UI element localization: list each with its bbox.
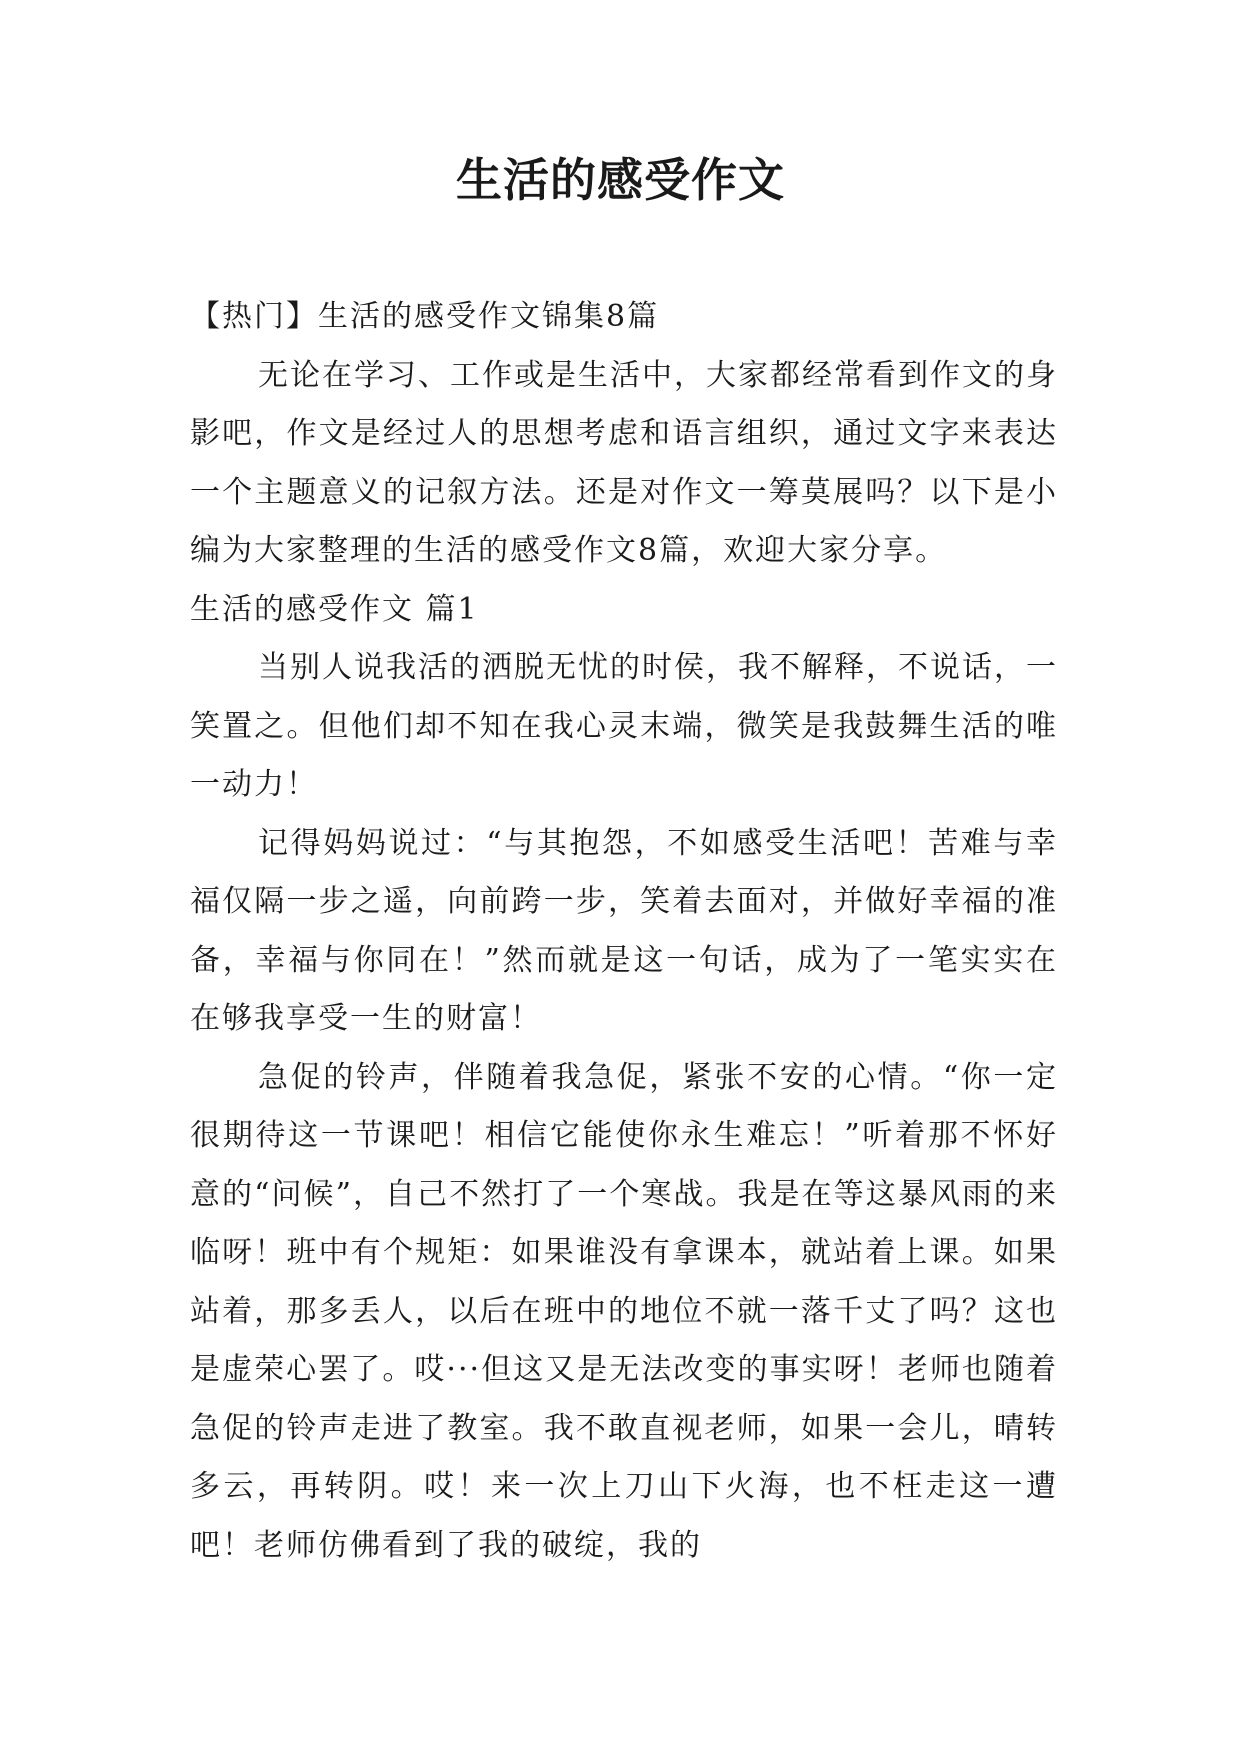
document-title: 生活的感受作文 bbox=[456, 153, 785, 207]
subtitle-line: 【热门】生活的感受作文锦集8篇 bbox=[190, 299, 660, 334]
document-body bbox=[190, 288, 1058, 1575]
body-paragraph: 当别人说我活的洒脱无忧的时侯，我不解释，不说话，一笑置之。但他们却不知在我心灵末端，微笑是我鼓舞生活的唯一动力！ bbox=[190, 650, 1058, 802]
intro-paragraph: 无论在学习、工作或是生活中，大家都经常看到作文的身影吧，作文是经过人的思想考虑和语言组织，通过文字来表达一个主题意义的记叙方法。还是对作文一筹莫展吗？以下是小编为大家整理的生活的感受作文8篇，欢迎大家分享。 bbox=[190, 357, 1058, 568]
section-heading: 生活的感受作文 篇1 bbox=[190, 591, 479, 627]
body-paragraph: 记得妈妈说过：“与其抱怨，不如感受生活吧！苦难与幸福仅隔一步之遥，向前跨一步，笑着去面对，并做好幸福的准备，幸福与你同在！”然而就是这一句话，成为了一笔实实在在够我享受一生的财富！ bbox=[190, 825, 1058, 1036]
body-paragraph: 急促的铃声，伴随着我急促，紧张不安的心情。“你一定很期待这一节课吧！相信它能使你永生难忘！”听着那不怀好意的“问候”，自己不然打了一个寒战。我是在等这暴风雨的来临呀！班中有个规矩：如果谁没有拿课本，就站着上课。如果站着，那多丢人，以后在班中的地位不就一落千丈了吗？这也是虚荣心罢了。哎···但这又是无法改变的事实呀！老师也随着急促的铃声走进了教室。我不敢直视老师，如果一会儿，晴转多云，再转阴。哎！来一次上刀山下火海，也不枉走这一遭吧！老师仿佛看到了我的破绽，我的 bbox=[190, 1059, 1058, 1563]
